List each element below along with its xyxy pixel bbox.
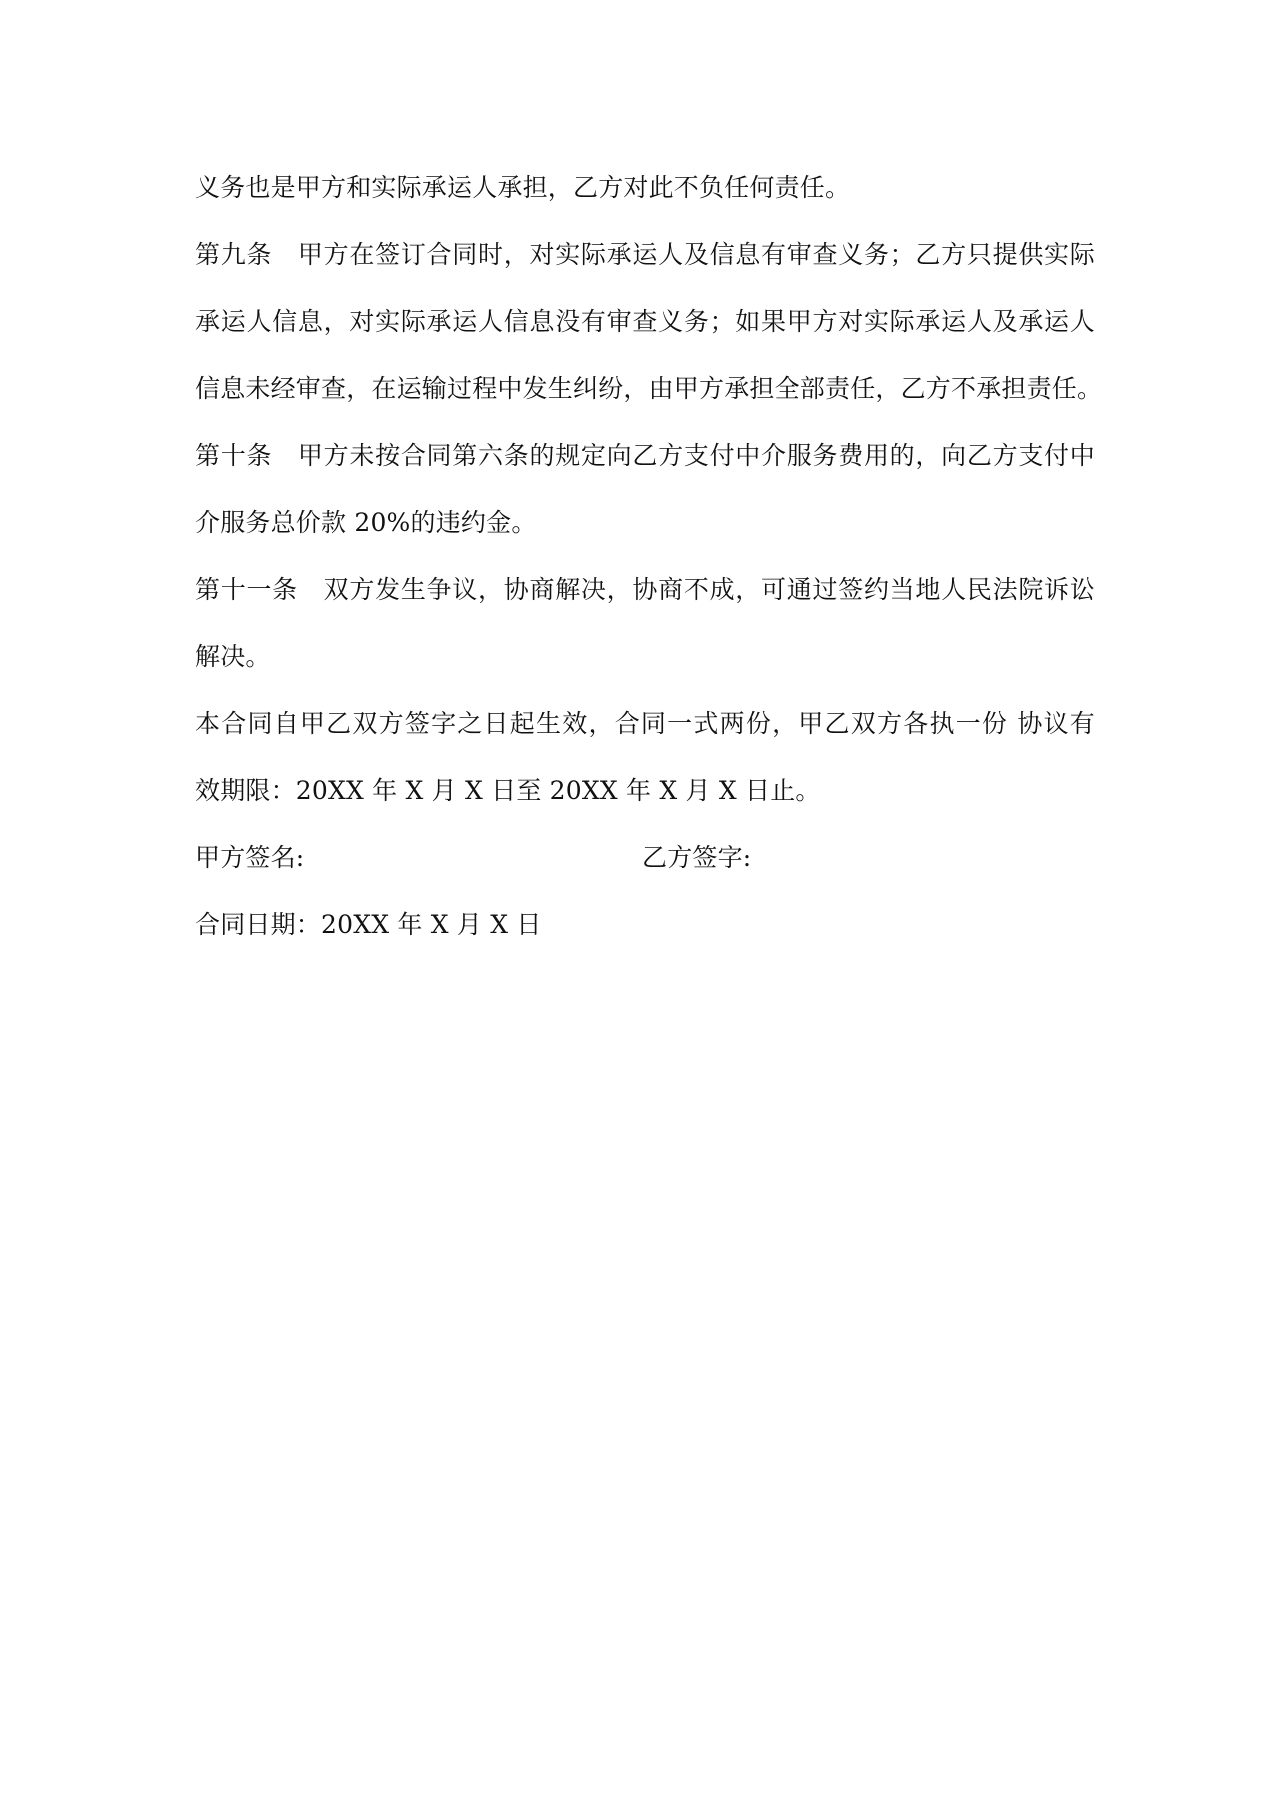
document-page — [195, 0, 1103, 1810]
party-a-signature-label: 甲方签名: — [195, 843, 305, 872]
article-10-line-1: 第十条 甲方未按合同第六条的规定向乙方支付中介服务费用的，向乙方支付中 — [195, 441, 1095, 470]
party-b-signature-label: 乙方签字: — [642, 843, 752, 872]
article-10-line-2: 介服务总价款 20%的违约金。 — [195, 508, 537, 537]
article-9-line-1: 第九条 甲方在签订合同时，对实际承运人及信息有审查义务；乙方只提供实际 — [195, 240, 1095, 269]
signature-row — [195, 838, 1095, 878]
contract-date: 合同日期：20XX 年 X 月 X 日 — [195, 910, 542, 939]
paragraph-line: 义务也是甲方和实际承运人承担，乙方对此不负任何责任。 — [195, 173, 851, 202]
effective-clause-line-2: 效期限：20XX 年 X 月 X 日至 20XX 年 X 月 X 日止。 — [195, 776, 821, 805]
article-11-line-1: 第十一条 双方发生争议，协商解决，协商不成，可通过签约当地人民法院诉讼 — [195, 575, 1095, 604]
article-9-line-3: 信息未经审查，在运输过程中发生纠纷，由甲方承担全部责任，乙方不承担责任。 — [195, 374, 1103, 403]
article-9-line-2: 承运人信息，对实际承运人信息没有审查义务；如果甲方对实际承运人及承运人 — [195, 307, 1095, 336]
article-11-line-2: 解决。 — [195, 642, 271, 671]
effective-clause-line-1: 本合同自甲乙双方签字之日起生效，合同一式两份，甲乙双方各执一份 协议有 — [195, 709, 1095, 738]
